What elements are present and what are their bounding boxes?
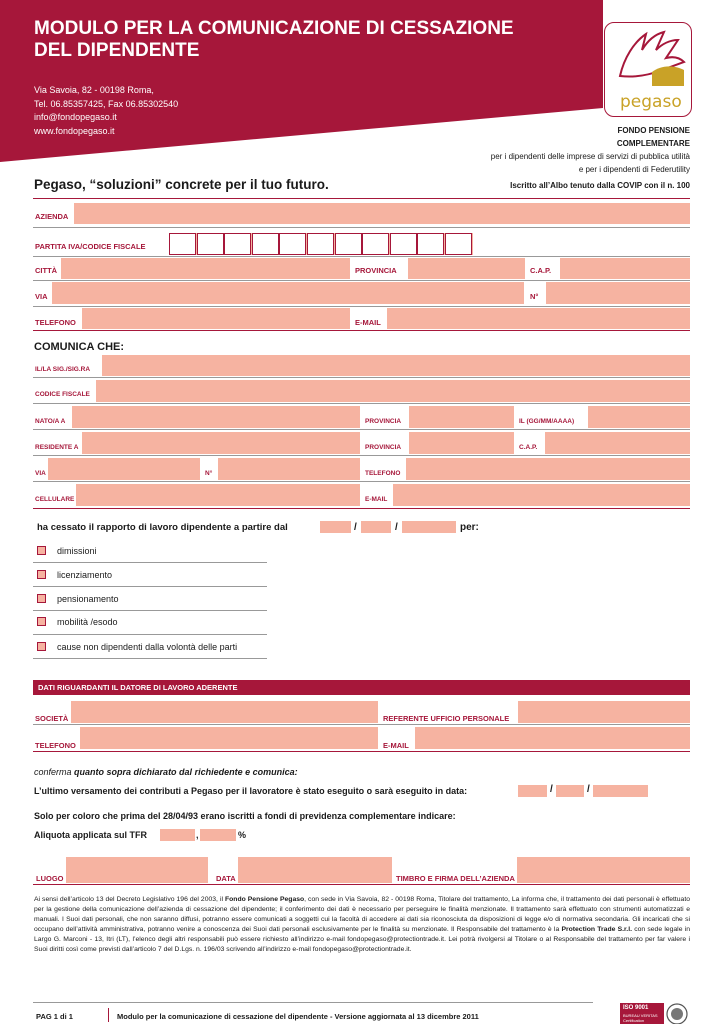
comunica-heading: COMUNICA CHE: [34,341,125,353]
fondo-line1: FONDO PENSIONE [617,126,690,135]
partita-iva-cell[interactable] [224,233,251,255]
date-separator: / [395,522,398,533]
giorno-versamento-field[interactable] [518,785,547,797]
divider [33,658,267,659]
logo-text: pegaso [620,92,682,112]
anno-cessazione-field[interactable] [402,521,456,533]
partita-iva-cell[interactable] [445,233,472,255]
form-title: MODULO PER LA COMUNICAZIONE DI CESSAZIONE DEL DIPENDENTE [34,18,514,61]
cap-residenza-label: C.A.P. [519,444,538,451]
divider [33,610,267,611]
cellulare-label: CELLULARE [35,496,75,503]
via-label: VIA [35,292,48,301]
divider [33,306,690,307]
divider [33,481,690,482]
nome-label: IL/LA SIG./SIG.RA [35,366,91,373]
partita-iva-cell[interactable] [279,233,306,255]
cap-residenza-field[interactable] [545,432,690,454]
per-text: per: [460,522,479,533]
divider [33,884,690,885]
numero-label: N° [530,292,539,301]
partita-iva-cell[interactable] [252,233,279,255]
pensionamento-label: pensionamento [57,594,119,604]
email-label: E-MAIL [355,318,381,327]
address-text: Via Savoia, 82 - 00198 Roma, [34,85,154,95]
cessazione-text: ha cessato il rapporto di lavoro dipendente a partire dal [37,522,288,533]
mobilita-label: mobilità /esodo [57,617,118,627]
provincia-residenza-label: PROVINCIA [365,444,402,451]
referente-label: REFERENTE UFFICIO PERSONALE [383,714,510,723]
provincia-field[interactable] [408,258,525,279]
fondo-line3: per i dipendenti delle imprese di servizi di pubblica utilità [490,152,690,161]
data-field[interactable] [238,857,392,883]
citta-field[interactable] [61,258,350,279]
referente-field[interactable] [518,701,690,723]
licenziamento-label: licenziamento [57,570,113,580]
via-residenza-label: VIA [35,470,46,477]
versamento-text: L’ultimo versamento dei contributi a Pegaso per il lavoratore è stato eseguito o sarà eseguito in data: [34,786,468,796]
email-link[interactable]: info@fondopegaso.it [34,112,117,122]
divider [33,403,690,404]
covip-text: Iscritto all’Albo tenuto dalla COVIP con il n. 100 [510,181,690,190]
partita-iva-cell[interactable] [197,233,224,255]
divider [33,330,690,331]
website-link[interactable]: www.fondopegaso.it [34,126,115,136]
partita-iva-label: PARTITA IVA/CODICE FISCALE [35,242,146,251]
data-nascita-label: IL (GG/MM/AAAA) [519,418,575,425]
divider [33,377,690,378]
percent-text: % [238,830,247,840]
data-nascita-field[interactable] [588,406,690,428]
telefono-datore-field[interactable] [80,727,378,749]
timbro-label: TIMBRO E FIRMA DELL’AZIENDA [396,874,515,883]
nato-field[interactable] [72,406,360,428]
divider [33,562,267,563]
divider [33,724,690,725]
provincia-nascita-field[interactable] [409,406,514,428]
numero-residenza-field[interactable] [218,458,360,480]
privacy-notice: Ai sensi dell’articolo 13 del Decreto Legislativo 196 del 2003, il Fondo Pensione Pegaso, con sede in Via Savoia, 82 - 00198 Roma, Titolare del trattamento, La informa che, il trattamento dei dati personali è effettuato per la gestione della comunicazione dell’azienda di cessazione del dipendente; il conferimento dei dati è necessario per perseguire le finalità menzionate. Il trattamento sarà effettuato con strumenti automatizzati e manuali. I Suoi dati personali, che non saranno diffusi, potranno essere comunicati a soggetti cui la facoltà di accedere ai dati sia riconosciuta da disposizioni di legge e/o di normativa secondaria. Gli incaricati che si occupano dell’attività amministrativa, potranno venire a conoscenza dei Suoi dati personali esclusivamente per le finalità su menzionate. Il Responsabile del trattamento è la Protection Trade S.r.l. con sede legale in Largo G. Marconi - 13, Itri (LT), l’elenco degli altri responsabili può essere richiesto all’indirizzo e-mail fondopegaso@protectiontrade.it. Lei potrà rivolgersi al Titolare o al Responsabile del trattamento per far valere i Suoi diritti così come previsti dall’articolo 7 del D.Lgs. n. 196/03 scrivendo all’indirizzo e-mail fondopegaso@protectiontrade.it. [34,896,691,953]
mese-cessazione-field[interactable] [361,521,391,533]
divider [33,198,690,199]
cap-field[interactable] [560,258,690,279]
phone-text: Tel. 06.85357425, Fax 06.85302540 [34,99,179,109]
telefono-label: TELEFONO [35,318,76,327]
date-separator: / [550,784,553,795]
partita-iva-cell[interactable] [169,233,196,255]
partita-iva-cell[interactable] [335,233,362,255]
cap-label: C.A.P. [530,266,552,275]
luogo-label: LUOGO [36,874,64,883]
numero-field[interactable] [546,282,690,304]
residente-label: RESIDENTE A [35,444,79,451]
giorno-cessazione-field[interactable] [320,521,351,533]
aliquota-decimale-field[interactable] [200,829,236,841]
aliquota-text: Aliquota applicata sul TFR [34,830,148,840]
comma-text: , [196,830,199,840]
tagline: Pegaso, “soluzioni” concrete per il tuo futuro. [34,177,329,192]
citta-label: CITTÀ [35,266,58,275]
partita-iva-cell[interactable] [307,233,334,255]
email-datore-label: E-MAIL [383,741,409,750]
via-field[interactable] [52,282,524,304]
provincia-label: PROVINCIA [355,266,397,275]
date-separator: / [587,784,590,795]
divider [33,280,690,281]
conferma-text: conferma quanto sopra dichiarato dal richiedente e comunica: [34,767,298,777]
nome-field[interactable] [102,355,690,376]
email-dipendente-label: E-MAIL [365,496,388,503]
cause-checkbox[interactable] [37,642,46,651]
timbro-field[interactable] [517,857,690,883]
societa-field[interactable] [71,701,378,723]
fondo-line4: e per i dipendenti di Federutility [578,165,690,174]
numero-residenza-label: N° [205,470,213,477]
cellulare-field[interactable] [76,484,360,506]
societa-label: SOCIETÀ [35,714,69,723]
mobilita-checkbox[interactable] [37,617,46,626]
telefono-datore-label: TELEFONO [35,741,76,750]
divider [33,429,690,430]
footer-description: Modulo per la comunicazione di cessazione del dipendente - Versione aggiornata al 13 dicembre 2011 [117,1012,479,1021]
email-field[interactable] [387,308,690,329]
iso-certification-badge: ISO 9001 BUREAU VERITAS Certification [620,1003,688,1024]
dimissioni-label: dimissioni [57,546,97,556]
via-residenza-field[interactable] [48,458,200,480]
anno-versamento-field[interactable] [593,785,648,797]
divider [33,227,690,228]
datore-section-header: DATI RIGUARDANTI IL DATORE DI LAVORO ADERENTE [33,680,690,695]
dimissioni-checkbox[interactable] [37,546,46,555]
codice-fiscale-field[interactable] [96,380,690,402]
licenziamento-checkbox[interactable] [37,570,46,579]
provincia-residenza-field[interactable] [409,432,514,454]
divider [108,1008,109,1022]
residente-field[interactable] [82,432,360,454]
azienda-field[interactable] [74,203,690,224]
divider [33,586,267,587]
bureau-veritas-seal-icon [666,1003,688,1024]
telefono-dipendente-field[interactable] [406,458,690,480]
divider [33,455,690,456]
divider [33,751,690,752]
cause-label: cause non dipendenti dalla volontà delle parti [57,642,238,652]
date-separator: / [354,522,357,533]
aliquota-intero-field[interactable] [160,829,195,841]
pensionamento-checkbox[interactable] [37,594,46,603]
divider [33,256,690,257]
partita-iva-cell[interactable] [417,233,444,255]
telefono-field[interactable] [82,308,350,329]
azienda-label: AZIENDA [35,212,69,221]
telefono-dipendente-label: TELEFONO [365,470,401,477]
data-label: DATA [216,874,236,883]
codice-fiscale-label: CODICE FISCALE [35,391,90,398]
partita-iva-cell[interactable] [390,233,417,255]
fondo-line2: COMPLEMENTARE [616,139,690,148]
divider [33,1002,593,1003]
divider [33,634,267,635]
email-dipendente-field[interactable] [393,484,690,506]
email-datore-field[interactable] [415,727,690,749]
nato-label: NATO/A A [35,418,66,425]
luogo-field[interactable] [66,857,208,883]
page-number: PAG 1 di 1 [36,1012,73,1021]
solo-text: Solo per coloro che prima del 28/04/93 erano iscritti a fondi di previdenza complementare indicare: [34,811,456,821]
mese-versamento-field[interactable] [556,785,584,797]
pegaso-horse-icon [612,28,688,90]
divider [33,508,690,509]
provincia-nascita-label: PROVINCIA [365,418,402,425]
partita-iva-cell[interactable] [362,233,389,255]
